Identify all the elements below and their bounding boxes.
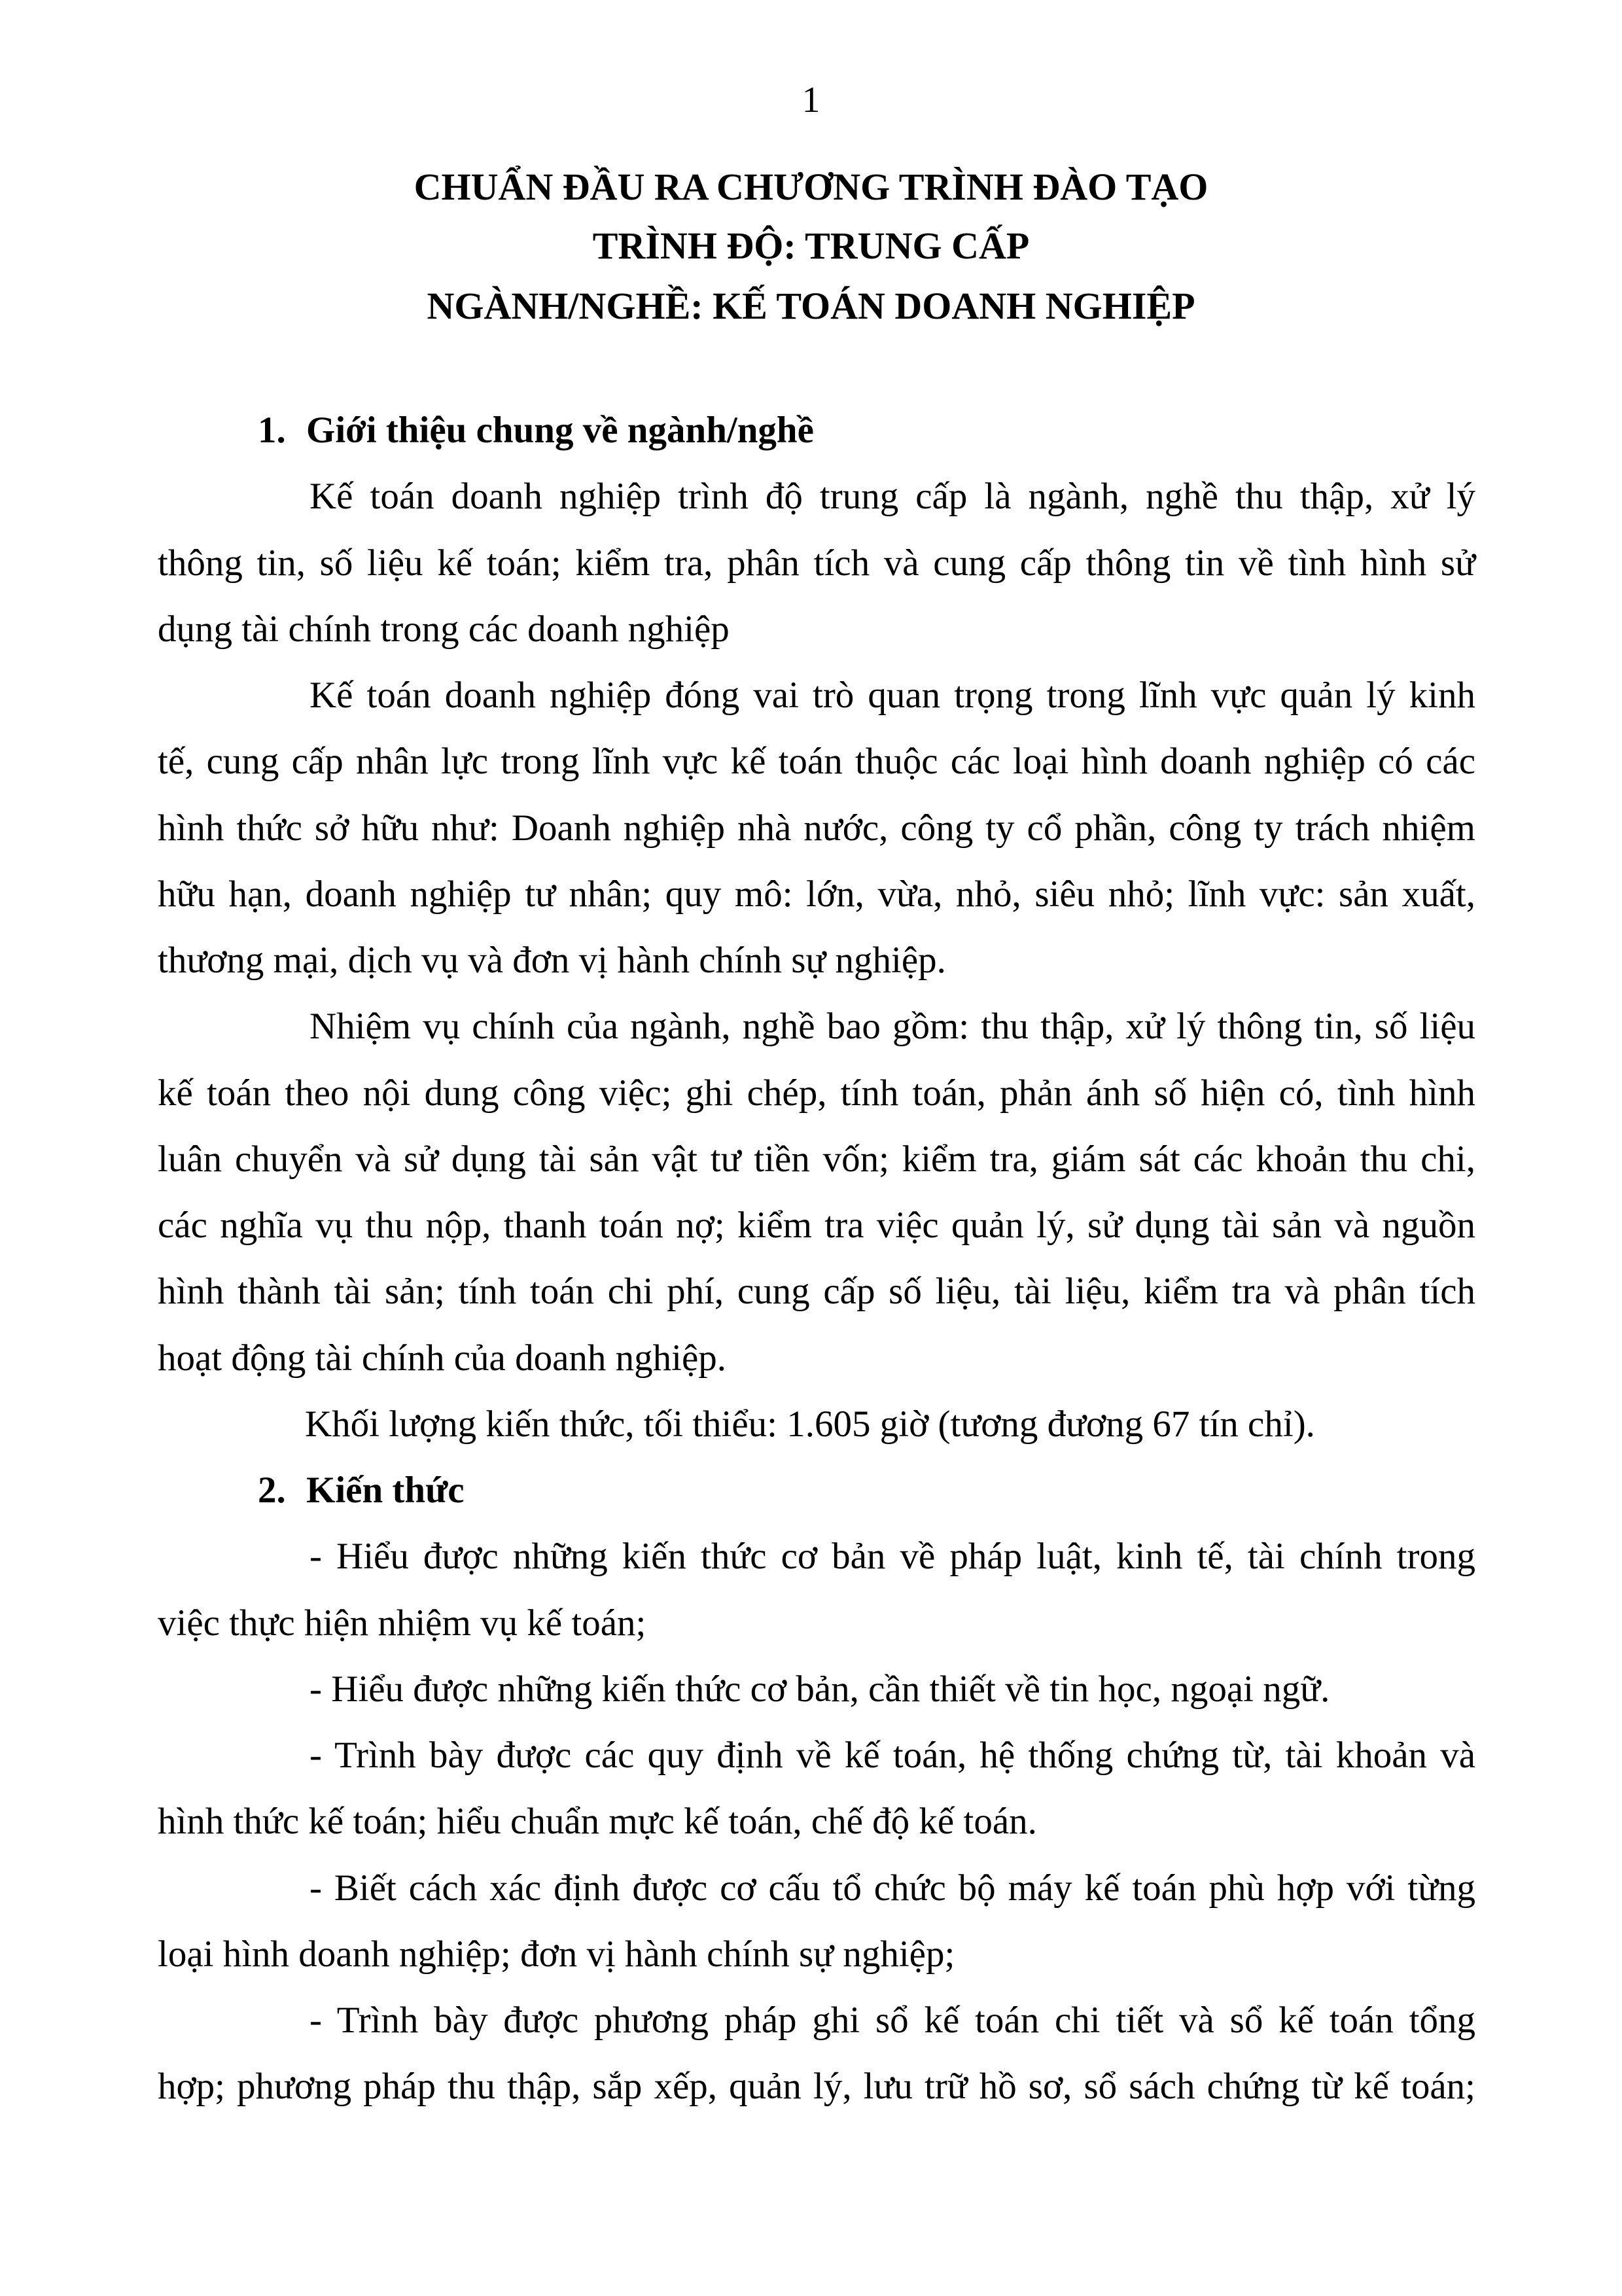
text-line: - Trình bày được phương pháp ghi sổ kế toán chi tiết và sổ kế toán tổng (309, 2000, 1475, 2041)
text-line: loại hình doanh nghiệp; đơn vị hành chính sự nghiệp; (158, 1933, 955, 1975)
section-title: Giới thiệu chung về ngành/nghề (306, 410, 814, 451)
level-subtitle: TRÌNH ĐỘ: TRUNG CẤP (592, 224, 1030, 267)
text-line: hoạt động tài chính của doanh nghiệp. (158, 1337, 727, 1379)
text-line: Nhiệm vụ chính của ngành, nghề bao gồm: thu thập, xử lý thông tin, số liệu (309, 1006, 1475, 1048)
text-line: các nghĩa vụ thu nộp, thanh toán nợ; kiểm tra việc quản lý, sử dụng tài sản và nguồn (158, 1205, 1475, 1246)
page-number: 1 (802, 80, 820, 120)
text-line: việc thực hiện nhiệm vụ kế toán; (158, 1602, 646, 1644)
text-line: - Trình bày được các quy định về kế toán, hệ thống chứng từ, tài khoản và (309, 1735, 1475, 1776)
text-line: Kế toán doanh nghiệp đóng vai trò quan trọng trong lĩnh vực quản lý kinh (309, 675, 1475, 716)
text-line: kế toán theo nội dung công việc; ghi chép, tính toán, phản ánh số hiện có, tình hình (158, 1072, 1475, 1114)
text-line: hợp; phương pháp thu thập, sắp xếp, quản lý, lưu trữ hồ sơ, sổ sách chứng từ kế toán; (158, 2066, 1475, 2108)
major-subtitle: NGÀNH/NGHỀ: KẾ TOÁN DOANH NGHIỆP (427, 285, 1195, 327)
text-line: luân chuyển và sử dụng tài sản vật tư tiền vốn; kiểm tra, giám sát các khoản thu chi, (158, 1138, 1475, 1180)
document-title: CHUẨN ĐẦU RA CHƯƠNG TRÌNH ĐÀO TẠO (414, 166, 1208, 208)
text-line: Khối lượng kiến thức, tối thiểu: 1.605 giờ (tương đương 67 tín chỉ). (305, 1403, 1315, 1445)
text-line: thông tin, số liệu kế toán; kiểm tra, phân tích và cung cấp thông tin về tình hình sử (158, 542, 1475, 584)
section-number: 1. (258, 410, 286, 451)
text-line: hình thức kế toán; hiểu chuẩn mực kế toán, chế độ kế toán. (158, 1801, 1037, 1843)
text-line: hữu hạn, doanh nghiệp tư nhân; quy mô: lớn, vừa, nhỏ, siêu nhỏ; lĩnh vực: sản xuất, (158, 873, 1475, 915)
text-line: tế, cung cấp nhân lực trong lĩnh vực kế toán thuộc các loại hình doanh nghiệp có các (158, 741, 1475, 783)
text-line: thương mại, dịch vụ và đơn vị hành chính sự nghiệp. (158, 940, 946, 981)
section-number: 2. (258, 1470, 286, 1511)
text-line: hình thành tài sản; tính toán chi phí, cung cấp số liệu, tài liệu, kiểm tra và phân tích (158, 1271, 1475, 1313)
text-line: - Hiểu được những kiến thức cơ bản về pháp luật, kinh tế, tài chính trong (309, 1536, 1475, 1578)
text-line: dụng tài chính trong các doanh nghiệp (158, 608, 730, 650)
document-body (158, 397, 1475, 2120)
section-title: Kiến thức (306, 1470, 465, 1511)
section-heading (158, 397, 1475, 463)
text-line: - Biết cách xác định được cơ cấu tổ chức bộ máy kế toán phù hợp với từng (309, 1867, 1475, 1909)
text-line: hình thức sở hữu như: Doanh nghiệp nhà nước, công ty cổ phần, công ty trách nhiệm (158, 807, 1475, 849)
text-line: Kế toán doanh nghiệp trình độ trung cấp là ngành, nghề thu thập, xử lý (309, 476, 1475, 518)
text-line: - Hiểu được những kiến thức cơ bản, cần thiết về tin học, ngoại ngữ. (309, 1668, 1330, 1710)
section-heading (158, 1457, 1475, 1523)
